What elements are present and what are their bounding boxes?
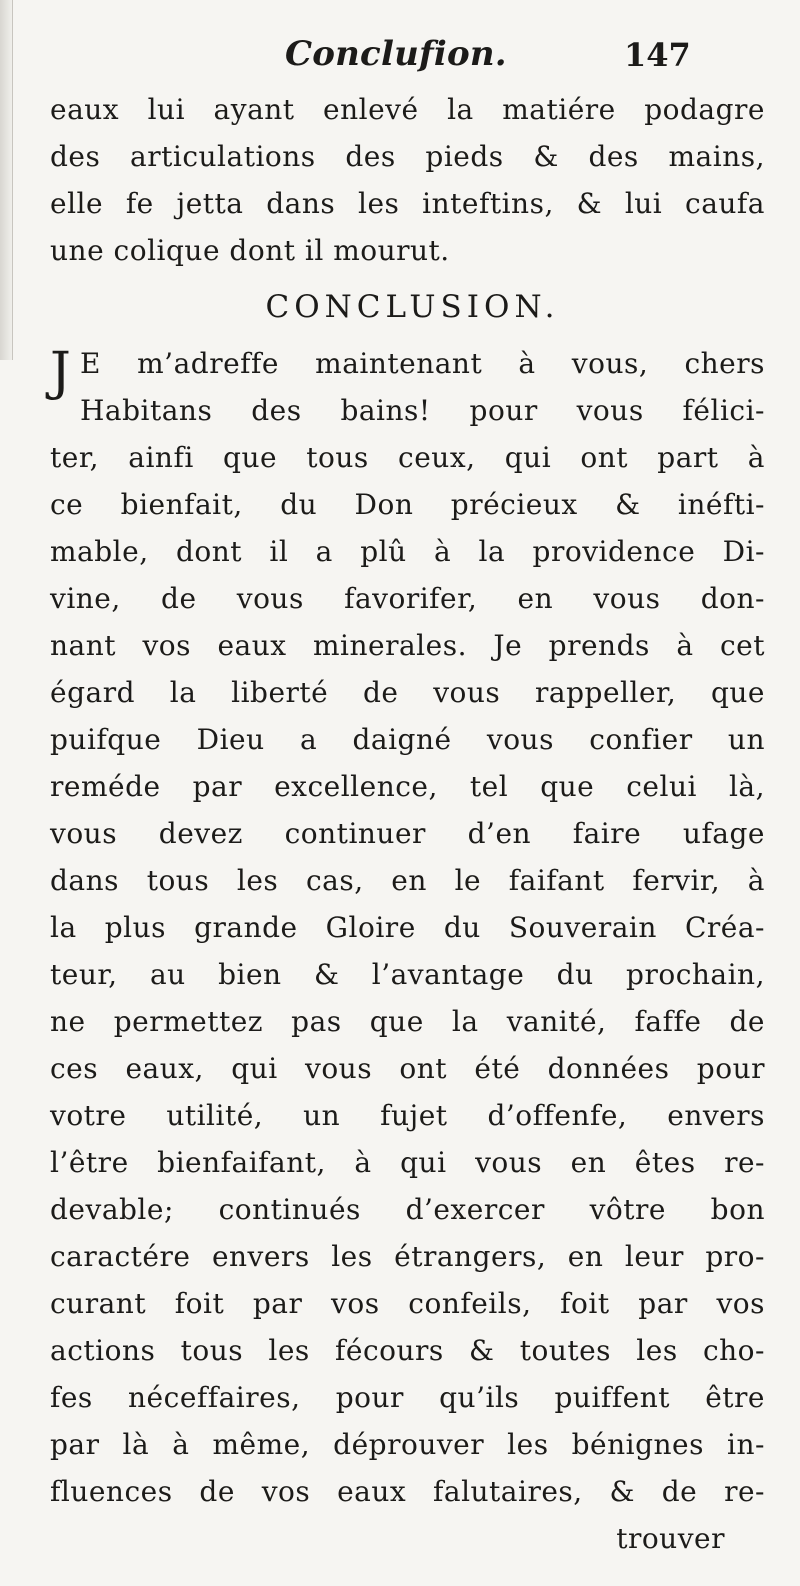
text-line: teur, au bien & l’avantage du prochain, (50, 958, 765, 991)
text-line: vine, de vous favorifer, en vous don- (50, 582, 765, 615)
text-line: ces eaux, qui vous ont été données pour (50, 1052, 765, 1085)
text-line: nant vos eaux minerales. Je prends à cet (50, 629, 765, 662)
text-line: Habitans des bains! pour vous félici- (80, 394, 765, 427)
text-line: eaux lui ayant enlevé la matiére podagre (50, 93, 765, 126)
text-line: une colique dont il mourut. (50, 234, 450, 267)
text-line: par là à même, déprouver les bénignes in- (50, 1428, 765, 1461)
text-line: elle fe jetta dans les inteftins, & lui caufa (50, 187, 765, 220)
catchword: trouver (616, 1522, 725, 1555)
conclusion-paragraph-body (50, 434, 765, 1515)
text-line: fes néceffaires, pour qu’ils puiffent être (50, 1381, 765, 1414)
text-line: dans tous les cas, en le faifant fervir, à (50, 864, 765, 897)
text-line: reméde par excellence, tel que celui là, (50, 770, 765, 803)
text-line: E m’adreffe maintenant à vous, chers (80, 347, 765, 380)
text-line: puifque Dieu a daigné vous confier un (50, 723, 765, 756)
drop-cap: J (50, 342, 71, 402)
conclusion-paragraph-opening (50, 340, 765, 434)
text-line: actions tous les fécours & toutes les cho- (50, 1334, 765, 1367)
text-line: ce bienfait, du Don précieux & inéfti- (50, 488, 765, 521)
page-header (0, 34, 800, 94)
text-block (50, 86, 765, 1562)
text-line: mable, dont il a plû à la providence Di- (50, 535, 765, 568)
text-line: caractére envers les étrangers, en leur pro- (50, 1240, 765, 1273)
text-line: ne permettez pas que la vanité, faffe de (50, 1005, 765, 1038)
text-line: la plus grande Gloire du Souverain Créa- (50, 911, 765, 944)
text-line: vous devez continuer d’en faire ufage (50, 817, 765, 850)
text-line: l’être bienfaifant, à qui vous en êtes re- (50, 1146, 765, 1179)
page-number: 147 (624, 36, 691, 74)
section-heading: CONCLUSION. (265, 289, 560, 325)
text-line: ter, ainfi que tous ceux, qui ont part à (50, 441, 765, 474)
running-head: Conclufion. (285, 34, 507, 74)
text-line: votre utilité, un fujet d’offenfe, envers (50, 1099, 765, 1132)
text-line: des articulations des pieds & des mains, (50, 140, 765, 173)
text-line: fluences de vos eaux falutaires, & de re- (50, 1475, 765, 1508)
text-line: devable; continués d’exercer vôtre bon (50, 1193, 765, 1226)
text-line: curant foit par vos confeils, foit par vos (50, 1287, 765, 1320)
text-line: égard la liberté de vous rappeller, que (50, 676, 765, 709)
